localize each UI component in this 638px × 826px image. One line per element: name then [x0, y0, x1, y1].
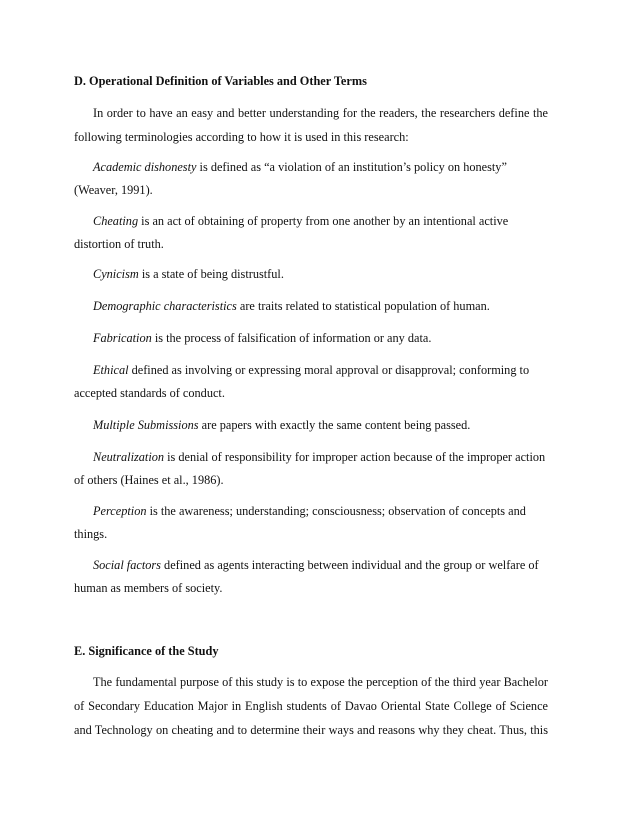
definition-continuation: accepted standards of conduct.: [74, 386, 225, 400]
definition-text: defined as involving or expressing moral approval or disapproval; conforming to: [128, 363, 530, 377]
term-label: Cheating: [93, 214, 139, 228]
definition-text: are traits related to statistical population of human.: [236, 299, 490, 313]
term-label: Cynicism: [93, 267, 139, 281]
definition-text: is defined as “a violation of an institution’s policy on honesty”: [196, 160, 507, 174]
definition-ethical: [93, 363, 529, 378]
significance-line: and Technology on cheating and to determine their ways and reasons why they cheat. Thus, this: [74, 723, 548, 737]
definition-text: is a state of being distrustful.: [138, 267, 284, 281]
definition-text: is an act of obtaining of property from one another by an intentional active: [138, 214, 509, 228]
definition-continuation: human as members of society.: [74, 581, 223, 595]
intro-line: In order to have an easy and better understanding for the readers, the researchers define the: [93, 106, 548, 120]
intro-line: following terminologies according to how it is used in this research:: [74, 130, 409, 144]
definition-text: is the awareness; understanding; consciousness; observation of concepts and: [146, 504, 526, 518]
significance-line: The fundamental purpose of this study is to expose the perception of the third year Bachelor: [93, 675, 548, 689]
section-d-heading: D. Operational Definition of Variables and Other Terms: [74, 74, 367, 88]
definition-continuation: (Weaver, 1991).: [74, 183, 153, 197]
term-label: Academic dishonesty: [93, 160, 197, 174]
definition-text: defined as agents interacting between individual and the group or welfare of: [160, 558, 539, 572]
term-label: Social factors: [93, 558, 161, 572]
definition-perception: [93, 504, 526, 519]
definition-continuation: things.: [74, 527, 108, 541]
definition-cheating: [93, 214, 508, 229]
term-label: Demographic characteristics: [93, 299, 237, 313]
definition-text: are papers with exactly the same content being passed.: [198, 418, 471, 432]
section-e-heading: E. Significance of the Study: [74, 644, 219, 658]
definition-demographic-characteristics: [93, 299, 490, 314]
definition-social-factors: [93, 558, 539, 573]
definition-academic-dishonesty: [93, 160, 507, 175]
definition-fabrication: [93, 331, 431, 346]
definition-continuation: distortion of truth.: [74, 237, 164, 251]
term-label: Multiple Submissions: [93, 418, 199, 432]
term-label: Neutralization: [93, 450, 165, 464]
definition-text: is the process of falsification of information or any data.: [151, 331, 432, 345]
definition-text: is denial of responsibility for improper action because of the improper action: [164, 450, 546, 464]
definition-neutralization: [93, 450, 545, 465]
term-label: Ethical: [93, 363, 129, 377]
significance-line: of Secondary Education Major in English students of Davao Oriental State College of Science: [74, 699, 548, 713]
definition-cynicism: [93, 267, 284, 282]
term-label: Fabrication: [93, 331, 152, 345]
definition-continuation: of others (Haines et al., 1986).: [74, 473, 224, 487]
term-label: Perception: [93, 504, 147, 518]
definition-multiple-submissions: [93, 418, 470, 433]
